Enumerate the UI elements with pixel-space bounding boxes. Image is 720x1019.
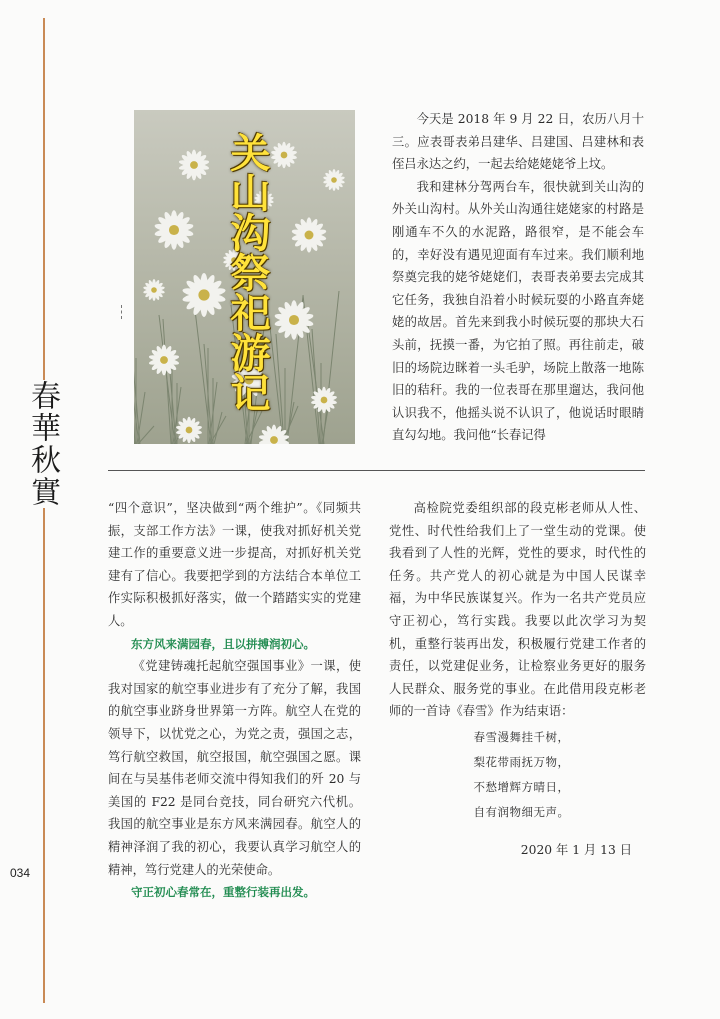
date-signature: 2020 年 1 月 13 日 bbox=[520, 842, 632, 857]
paragraph: 今天是 2018 年 9 月 22 日，农历八月十三。应表哥表弟吕建华、吕建国、吕建林和表侄吕永达之约，一起去给姥姥姥爷上坟。 bbox=[392, 112, 644, 172]
title-photo bbox=[134, 110, 355, 444]
daisy-flower bbox=[143, 279, 165, 301]
stem bbox=[308, 325, 324, 444]
paragraph: 《党建铸魂托起航空强国事业》一课，使我对国家的航空事业进步有了充分了解，我国的航空事业跻身世界第一方阵。航空人在党的领导下，以忧党之心，为党之责，强国之志，笃行航空救国，航空报国，航空强国之愿。课间在与吴基伟老师交流中得知我们的歼 20 与美国的 F22 是同台竞技，同台研究六代机。我国的航空事业是东方风来满园春。航空人的精神泽润了我的初心，我要认真学习航空人的精神，笃行党建人的光荣使命。 bbox=[108, 659, 361, 877]
section-divider bbox=[108, 470, 645, 471]
stem bbox=[159, 315, 175, 444]
daisy-flower bbox=[271, 142, 298, 168]
poem-line: 梨花带雨抚万物， bbox=[473, 754, 570, 769]
poem-line: 自有润物细无声。 bbox=[473, 804, 570, 819]
daisy-flower bbox=[178, 150, 209, 181]
stem bbox=[214, 412, 222, 444]
column-name-mark: 春華秋實 bbox=[25, 380, 60, 508]
paragraph: 我和建林分驾两台车，很快就到关山沟的外关山沟村。从外关山沟通往姥姥家的村路是刚通车不久的水泥路，路很窄，是不能会车的，幸好没有遇见迎面有车过来。我们顺利地祭奠完我的姥爷姥姥们，表哥表弟要去完成其它任务，我独自沿着小时候玩耍的小路直奔姥姥的故居。首先来到我小时候玩耍的那块大石头前，抚摸一番，为它拍了照。再往前走，破旧的场院边眯着一头毛驴，场院上散落一地陈旧的秸秆。我的一位表哥在那里遛达，我问他认识我不，他摇头说不认识了，他说话时眼睛直勾勾地。我问他“长春记得 bbox=[392, 179, 644, 443]
right-column bbox=[389, 497, 646, 862]
left-column bbox=[108, 497, 361, 904]
stem bbox=[323, 291, 339, 444]
stem bbox=[138, 426, 154, 444]
page-number: 034 bbox=[10, 866, 31, 880]
paragraph: “四个意识”，坚决做到“两个维护”。《同频共振，支部工作方法》一课，使我对抓好机关党建工作的重要意义进一步提高，对抓好机关党建有了信心。我要把学到的方法结合本单位工作实际积极抓好落实，做一个踏踏实实的党建人。 bbox=[108, 501, 361, 628]
daisy-flower bbox=[148, 345, 179, 376]
intro-column bbox=[392, 108, 644, 447]
article-title: 关山沟祭祀游记 bbox=[224, 132, 270, 412]
daisy-flower bbox=[291, 217, 327, 252]
paragraph: 高检院党委组织部的段克彬老师从人性、党性、时代性给我们上了一堂生动的党课。使我看到了人性的光辉，党性的要求，时代性的任务。共产党人的初心就是为中国人民谋幸福，为中华民族谋复兴。作为一名共产党员应守正初心，笃行实践。我要以此次学习为契机，重整行装再出发，积极履行党建工作者的责任，以党建促业务，让检察业务更好的服务人民群众、服务党的事业。在此借用段克彬老师的一首诗《春雪》作为结束语： bbox=[389, 501, 646, 719]
daisy-flower bbox=[176, 417, 203, 443]
poem bbox=[389, 725, 646, 825]
margin-rule bbox=[43, 18, 45, 1003]
daisy-flower bbox=[274, 300, 314, 340]
poem-line: 春雪漫舞挂千树， bbox=[473, 729, 570, 744]
poem-line: 不愁增辉方晴日， bbox=[473, 779, 570, 794]
section-subhead: 东方风来满园春，且以拼搏润初心。 bbox=[131, 636, 315, 651]
daisy-flower bbox=[323, 169, 345, 191]
crop-mark bbox=[121, 305, 123, 319]
daisy-flower bbox=[182, 273, 226, 317]
daisy-flower bbox=[154, 210, 194, 250]
section-subhead: 守正初心春常在，重整行装再出发。 bbox=[131, 885, 315, 900]
